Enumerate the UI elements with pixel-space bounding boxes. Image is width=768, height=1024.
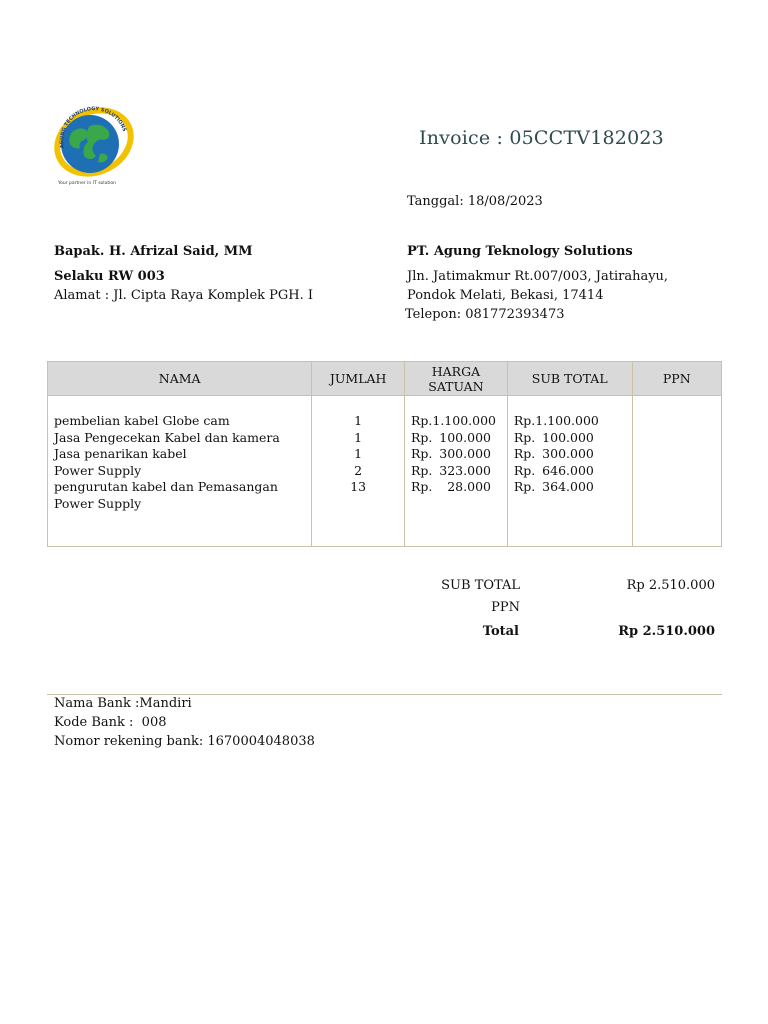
price-value: 100.000: [439, 429, 491, 445]
item-subtotal: [514, 463, 594, 480]
currency-label: Rp.: [410, 479, 433, 494]
header-harga-line2: SATUAN: [428, 378, 484, 394]
customer-address: Alamat : Jl. Cipta Raya Komplek PGH. I: [54, 288, 314, 303]
item-qty: 1: [354, 413, 363, 428]
item-name: Jasa Pengecekan Kabel dan kamera: [54, 429, 280, 445]
item-qty: 1: [354, 429, 363, 445]
currency-label: Rp.: [513, 413, 536, 428]
item-price: [411, 463, 491, 480]
item-subtotal: [513, 413, 599, 430]
cell-jumlah: [312, 396, 405, 547]
logo-ring-text: AGUNG TECHNOLOGY SOLUTIONS: [59, 106, 128, 149]
item-name: pengurutan kabel dan Pemasangan Power Supply: [54, 479, 278, 511]
bank-code: Kode Bank : 008: [54, 715, 167, 730]
cell-ppn: [632, 396, 721, 547]
bank-account: Nomor rekening bank: 1670004048038: [54, 734, 315, 749]
table-row: [48, 396, 722, 547]
item-price: [410, 413, 496, 430]
currency-label: Rp.: [513, 462, 536, 478]
subtotal-value: 364.000: [542, 479, 594, 494]
subtotal-value: Rp 2.510.000: [626, 578, 715, 593]
header-harga-line1: HARGA: [431, 363, 481, 379]
item-subtotal: [514, 430, 594, 447]
globe-logo-icon: [50, 104, 134, 186]
item-name: pembelian kabel Globe cam: [54, 413, 230, 428]
logo-tagline: Your partner in IT solution: [58, 181, 117, 186]
currency-label: Rp.: [513, 479, 536, 494]
table-header-row: [48, 362, 722, 396]
currency-label: Rp.: [410, 429, 433, 445]
item-name: Power Supply: [54, 462, 142, 478]
customer-name: Bapak. H. Afrizal Said, MM: [54, 244, 253, 259]
item-qty: 2: [354, 462, 363, 478]
item-price: [411, 479, 491, 496]
bank-name: Nama Bank :Mandiri: [54, 696, 192, 711]
subtotal-label: SUB TOTAL: [441, 578, 520, 593]
item-subtotal: [514, 446, 594, 463]
price-value: 1.100.000: [432, 413, 496, 428]
currency-label: Rp.: [410, 446, 433, 461]
currency-label: Rp.: [410, 413, 433, 428]
price-value: 300.000: [439, 446, 491, 461]
item-subtotal: [514, 479, 594, 496]
header-harga-satuan: [404, 362, 507, 396]
subtotal-value: 300.000: [542, 446, 594, 461]
customer-rw: Selaku RW 003: [54, 269, 165, 284]
total-label: Total: [482, 624, 519, 639]
ppn-label: PPN: [491, 600, 520, 615]
price-value: 28.000: [447, 479, 491, 494]
header-jumlah: JUMLAH: [312, 362, 405, 396]
company-name: PT. Agung Teknology Solutions: [407, 244, 633, 259]
subtotal-value: 100.000: [542, 429, 594, 445]
header-subtotal: SUB TOTAL: [507, 362, 632, 396]
items-table: [47, 361, 722, 547]
currency-label: Rp.: [513, 429, 536, 445]
item-qty: 1: [354, 446, 363, 461]
subtotal-value: 1.100.000: [535, 413, 599, 428]
total-value: Rp 2.510.000: [618, 624, 715, 639]
item-price: [411, 446, 491, 463]
item-qty: 13: [350, 479, 367, 494]
price-value: 323.000: [439, 462, 491, 478]
invoice-date: Tanggal: 18/08/2023: [407, 194, 543, 209]
item-price: [411, 430, 491, 447]
invoice-title: Invoice : 05CCTV182023: [419, 127, 664, 149]
item-name: Jasa penarikan kabel: [54, 446, 187, 461]
currency-label: Rp.: [513, 446, 536, 461]
cell-subtotal: [507, 396, 632, 547]
cell-nama: [48, 396, 312, 547]
company-phone: Telepon: 081772393473: [405, 307, 565, 322]
header-ppn: PPN: [632, 362, 721, 396]
company-logo: [50, 104, 134, 186]
subtotal-value: 646.000: [542, 462, 594, 478]
company-address: Jln. Jatimakmur Rt.007/003, Jatirahayu, Pondok Melati, Bekasi, 17414: [407, 269, 669, 303]
cell-harga: [404, 396, 507, 547]
currency-label: Rp.: [410, 462, 433, 478]
header-nama: NAMA: [48, 362, 312, 396]
